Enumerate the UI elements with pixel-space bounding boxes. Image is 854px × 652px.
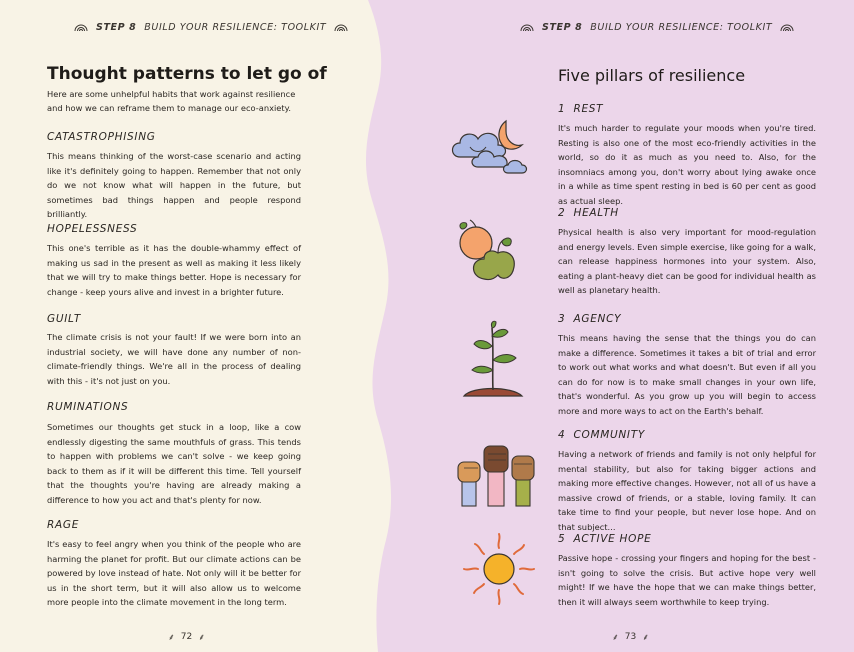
rainbow-icon (334, 23, 348, 32)
right-running-header (520, 22, 794, 33)
section-heading: GUILT (47, 313, 81, 325)
pillar-title: ACTIVE HOPE (573, 533, 652, 545)
pillar-heading (558, 313, 621, 325)
pillar-heading (558, 207, 619, 219)
pillar-number: 5 (558, 533, 566, 545)
pillar-title: REST (573, 103, 604, 115)
pillar-body: Passive hope - crossing your fingers and hoping for the best - isn't going to solve the crisis. But active hope very well might! If we have the hope that we can make things better, then it will always seem worthwhile to keep trying. (558, 553, 816, 607)
pillar-number: 1 (558, 103, 566, 115)
left-folio (168, 630, 205, 643)
section-heading: RUMINATIONS (47, 401, 129, 413)
sprout-icon (458, 320, 528, 402)
right-folio (612, 630, 649, 643)
pillar-title: AGENCY (573, 313, 622, 325)
pillar-heading (558, 103, 603, 115)
rainbow-icon (74, 23, 88, 32)
pillar-body: This means having the sense that the things you do can make a difference. Sometimes it takes a bit of trial and error to work out what works and what doesn't. But even if all you can do for now is to make small changes in your own life, that's wonderful. As you grow up you will begin to access more and more ways to act on the Earth's behalf. (558, 333, 816, 416)
section-heading: HOPELESSNESS (47, 223, 138, 235)
pillar-number: 4 (558, 429, 566, 441)
sun-icon (462, 532, 536, 606)
pillar-title: COMMUNITY (573, 429, 645, 441)
page-number: 73 (624, 631, 637, 642)
sprig-icon: ⸙ (198, 633, 205, 643)
cloud-moon-icon (448, 117, 532, 179)
section-body: This one's terrible as it has the double-whammy effect of making us sad in the present as well as making it less likely that we will try to make things better. Hope is necessary for change - keep yours alive and invest in a brighter future. (47, 243, 301, 297)
pillar-heading (558, 533, 651, 545)
pillar-body: Physical health is also very important for mood-regulation and energy levels. Even simple exercise, like going for a walk, can release happiness hormones into your system. Also, eating a plant-heavy diet can be good for individual health as well as planetary health. (558, 227, 816, 296)
left-page (0, 0, 420, 652)
step-label: STEP 8 (96, 22, 137, 33)
section-label: BUILD YOUR RESILIENCE: TOOLKIT (144, 22, 327, 33)
step-label: STEP 8 (542, 22, 583, 33)
pillar-number: 3 (558, 313, 566, 325)
pillar-title: HEALTH (573, 207, 619, 219)
section-heading: RAGE (47, 519, 80, 531)
sprig-icon: ⸙ (642, 633, 649, 643)
section-body: It's easy to feel angry when you think of the people who are harming the planet for profit. But our climate actions can be powered by love instead of hate. Not only will it be better for us in the short term, but it will also allow us to welcome more people into the climate movement in the long term. (47, 539, 301, 608)
pillar-number: 2 (558, 207, 566, 219)
section-label: BUILD YOUR RESILIENCE: TOOLKIT (590, 22, 773, 33)
sprig-icon: ⸙ (612, 633, 619, 643)
raised-fists-icon (456, 438, 546, 508)
section-heading: CATASTROPHISING (47, 131, 156, 143)
sprig-icon: ⸙ (168, 633, 175, 643)
pillar-body: Having a network of friends and family is not only helpful for mental stability, but also for taking bigger actions and making more effective changes. However, not all of us have a massive crowd of friends, or a stable, loving family. It can take time to find your people, but never lose hope. And on that subject... (558, 449, 816, 532)
pillar-heading (558, 429, 645, 441)
fruit-icon (452, 215, 522, 283)
page-number: 72 (180, 631, 193, 642)
right-page-title: Five pillars of resilience (558, 66, 746, 85)
section-body: The climate crisis is not your fault! If we were born into an industrial society, we will have done any number of non-climate-friendly things. We're all in the process of dealing with this - it's not just on you. (47, 332, 301, 386)
left-running-header (74, 22, 348, 33)
pillar-body: It's much harder to regulate your moods when you're tired. Resting is also one of the most eco-friendly activities in the world, so do it as much as you need to. Also, for the insomniacs among you, don't worry about lying awake once in a while as time spent resting in bed is 60 per cent as good as actual sleep. (558, 123, 816, 206)
left-intro: Here are some unhelpful habits that work against resilience and how we can reframe them to manage our eco-anxiety. (47, 89, 296, 113)
left-page-title: Thought patterns to let go of (47, 64, 327, 84)
section-body: Sometimes our thoughts get stuck in a loop, like a cow endlessly digesting the same mouthfuls of grass. This tends to happen with problems we can't solve - we keep going back to them as if it will be different this time. Tell yourself that the thoughts you're having are already making a difference to how you act and that's plenty for now. (47, 422, 301, 505)
right-page (430, 0, 854, 652)
rainbow-icon (520, 23, 534, 32)
rainbow-icon (780, 23, 794, 32)
section-body: This means thinking of the worst-case scenario and acting like it's definitely going to happen. Remember that not only do we not know what will happen in the future, but sometimes bad things happen and people respond brilliantly. (47, 151, 301, 220)
